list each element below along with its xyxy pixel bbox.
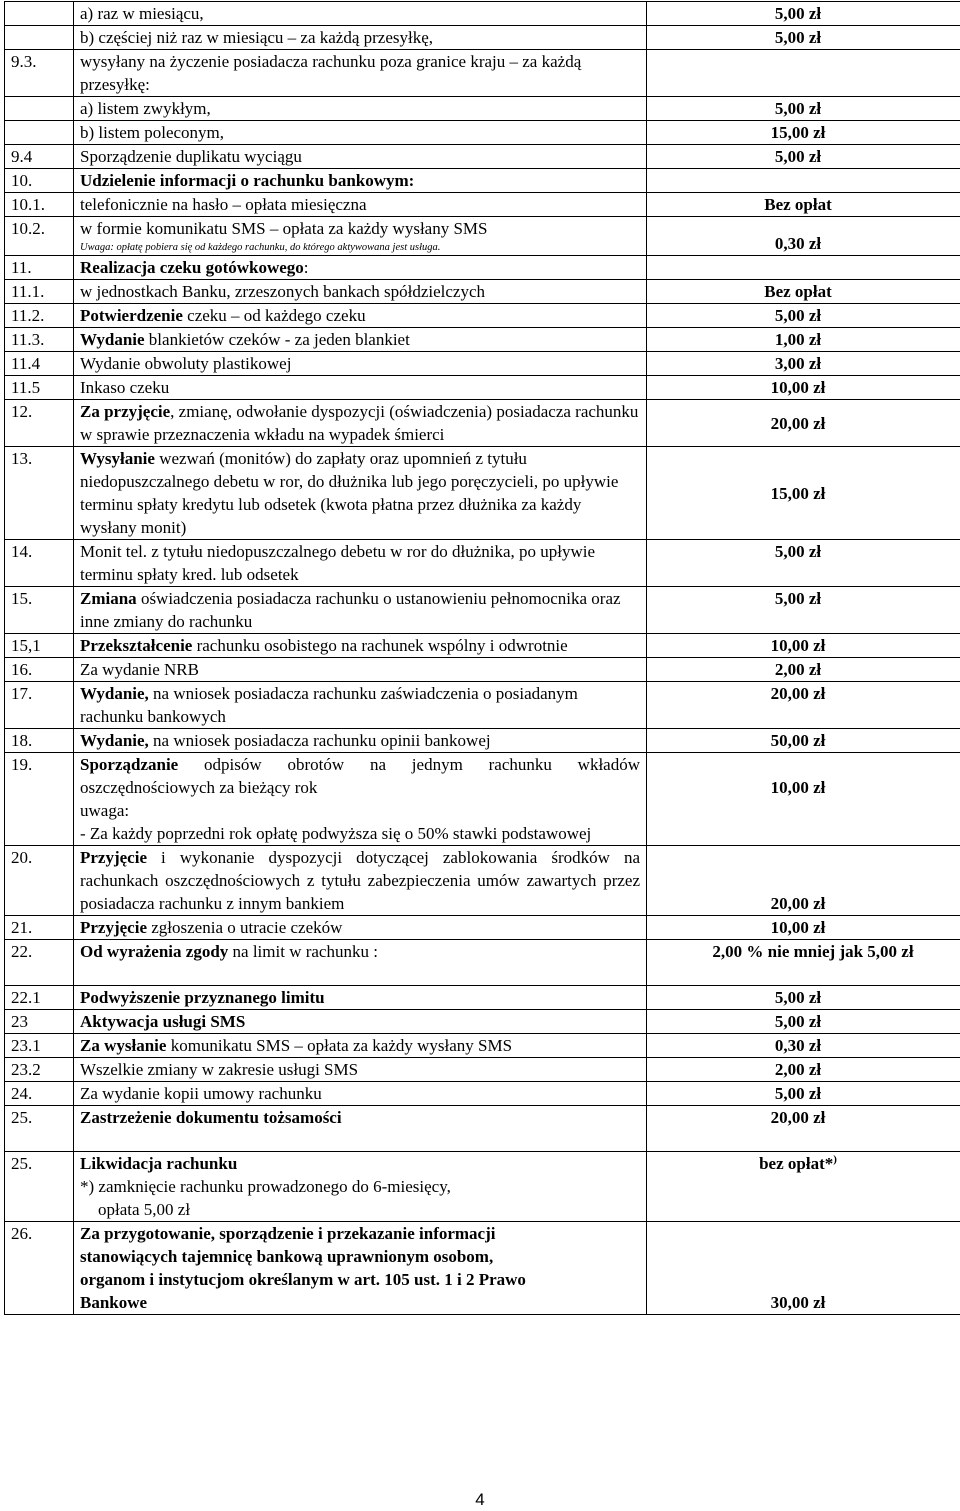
row-description [74, 634, 647, 658]
table-row [5, 1034, 960, 1058]
table-row [5, 145, 960, 169]
row-price: 30,00 zł [647, 1222, 960, 1315]
row-price: 20,00 zł [647, 846, 960, 916]
table-row [5, 587, 960, 634]
row-description-bold: Zastrzeżenie dokumentu tożsamości [80, 1108, 342, 1127]
table-row [5, 940, 960, 986]
row-number: 10.1. [5, 193, 74, 217]
row-description-text: komunikatu SMS – opłata za każdy wysłany SMS [166, 1036, 512, 1055]
page-number: 4 [0, 1488, 960, 1511]
table-row [5, 1082, 960, 1106]
row-price: 5,00 zł [647, 1082, 960, 1106]
table-row [5, 682, 960, 729]
row-number: 22.1 [5, 986, 74, 1010]
table-row [5, 986, 960, 1010]
table-row [5, 217, 960, 256]
row-number: 23 [5, 1010, 74, 1034]
row-price: 20,00 zł [647, 1106, 960, 1152]
row-price: 10,00 zł [647, 376, 960, 400]
row-number: 21. [5, 916, 74, 940]
row-price [647, 169, 960, 193]
row-number: 15. [5, 587, 74, 634]
row-description-bold: Wydanie, [80, 731, 149, 750]
row-description-bold: Od wyrażenia zgody [80, 942, 228, 961]
row-price: 5,00 zł [647, 97, 960, 121]
row-price: 2,00 zł [647, 658, 960, 682]
row-number: 20. [5, 846, 74, 916]
row-number [5, 121, 74, 145]
row-description [74, 1222, 647, 1315]
row-price: 0,30 zł [647, 217, 960, 256]
row-price: 5,00 zł [647, 145, 960, 169]
row-price [647, 256, 960, 280]
row-price [647, 1152, 960, 1222]
row-description-bold: Wydanie [80, 330, 145, 349]
row-description: Za wydanie kopii umowy rachunku [74, 1082, 647, 1106]
table-row [5, 1010, 960, 1034]
row-description-bold: Przekształcenie [80, 636, 192, 655]
table-row [5, 352, 960, 376]
row-description-text: odpisów obrotów na jednym rachunku wkładów oszczędnościowych za bieżący rok [80, 755, 640, 797]
row-number: 25. [5, 1106, 74, 1152]
row-description-text: i wykonanie dyspozycji dotyczącej zablokowania środków na rachunkach oszczędnościowych z tytułu zabezpieczenia umów zawartych przez posiadacza rachunku z innym bankiem [80, 848, 640, 913]
row-description-bold: Za przyjęcie [80, 402, 170, 421]
row-number: 11. [5, 256, 74, 280]
row-description-bold: Podwyższenie przyznanego limitu [80, 988, 325, 1007]
table-row [5, 193, 960, 217]
row-description [74, 447, 647, 540]
row-description [74, 304, 647, 328]
table-row [5, 729, 960, 753]
row-price: Bez opłat [647, 193, 960, 217]
row-number [5, 97, 74, 121]
table-row [5, 1106, 960, 1152]
table-row [5, 1222, 960, 1315]
row-description-text: rachunku osobistego na rachunek wspólny i odwrotnie [192, 636, 567, 655]
row-price: 1,00 zł [647, 328, 960, 352]
row-note-label: uwaga: [80, 801, 129, 820]
row-description-bold: Potwierdzenie [80, 306, 183, 325]
fee-table [4, 1, 960, 1315]
row-number: 23.1 [5, 1034, 74, 1058]
row-description [74, 328, 647, 352]
row-description-text: na wniosek posiadacza rachunku opinii bankowej [149, 731, 491, 750]
row-note: - Za każdy poprzedni rok opłatę podwyższa się o 50% stawki podstawowej [80, 824, 591, 843]
row-description-text: zgłoszenia o utracie czeków [147, 918, 342, 937]
row-number: 14. [5, 540, 74, 587]
row-description [74, 400, 647, 447]
table-row [5, 447, 960, 540]
row-description-text: , zmianę, odwołanie dyspozycji (oświadczenia) posiadacza rachunku w sprawie przeznaczenia wkładu na wypadek śmierci [80, 402, 638, 444]
row-number: 24. [5, 1082, 74, 1106]
row-description: a) listem zwykłym, [74, 97, 647, 121]
row-number: 11.5 [5, 376, 74, 400]
row-description: Za wydanie NRB [74, 658, 647, 682]
row-description-text: na limit w rachunku : [228, 942, 378, 961]
row-number: 26. [5, 1222, 74, 1315]
row-description-bold: Wysyłanie [80, 449, 155, 468]
row-description-text: w formie komunikatu SMS – opłata za każdy wysłany SMS [80, 219, 488, 238]
row-price-text: bez opłat* [759, 1154, 833, 1173]
row-price: 5,00 zł [647, 540, 960, 587]
table-row [5, 634, 960, 658]
row-description: Inkaso czeku [74, 376, 647, 400]
row-number: 11.1. [5, 280, 74, 304]
table-row [5, 1152, 960, 1222]
row-number: 12. [5, 400, 74, 447]
row-number: 13. [5, 447, 74, 540]
row-description: b) częściej niż raz w miesiącu – za każdą przesyłkę, [74, 26, 647, 50]
row-description-text: : [304, 258, 309, 277]
row-number: 23.2 [5, 1058, 74, 1082]
row-description [74, 986, 647, 1010]
row-description [74, 682, 647, 729]
row-description-bold: Za wysłanie [80, 1036, 166, 1055]
row-description [74, 729, 647, 753]
row-description: b) listem poleconym, [74, 121, 647, 145]
table-row [5, 121, 960, 145]
row-number: 11.3. [5, 328, 74, 352]
row-number: 9.4 [5, 145, 74, 169]
row-description: w jednostkach Banku, zrzeszonych bankach spółdzielczych [74, 280, 647, 304]
row-description-bold: Za przygotowanie, sporządzenie i przekazanie informacji stanowiących tajemnicę bankową uprawnionym osobom, organom i instytucjom określanym w art. 105 ust. 1 i 2 Prawo Bankowe [80, 1224, 526, 1312]
row-description [74, 1152, 647, 1222]
row-price: 10,00 zł [647, 916, 960, 940]
table-row [5, 50, 960, 97]
row-number: 9.3. [5, 50, 74, 97]
row-description-bold: Aktywacja usługi SMS [80, 1012, 245, 1031]
row-description: Sporządzenie duplikatu wyciągu [74, 145, 647, 169]
row-description-bold: Wydanie, [80, 684, 149, 703]
row-price: 15,00 zł [647, 447, 960, 540]
row-description [74, 940, 647, 986]
row-price: 50,00 zł [647, 729, 960, 753]
row-price: 5,00 zł [647, 304, 960, 328]
row-price: 5,00 zł [647, 986, 960, 1010]
row-description [74, 256, 647, 280]
row-description-text: oświadczenia posiadacza rachunku o ustanowieniu pełnomocnika oraz inne zmiany do rachunku [80, 589, 621, 631]
table-row [5, 280, 960, 304]
row-description [74, 1010, 647, 1034]
table-row [5, 658, 960, 682]
row-price: 5,00 zł [647, 2, 960, 26]
row-price: 15,00 zł [647, 121, 960, 145]
table-row [5, 304, 960, 328]
row-description-text: blankietów czeków - za jeden blankiet [145, 330, 410, 349]
row-description: Wydanie obwoluty plastikowej [74, 352, 647, 376]
row-number: 17. [5, 682, 74, 729]
table-row [5, 256, 960, 280]
row-description: Monit tel. z tytułu niedopuszczalnego debetu w ror do dłużnika, po upływie terminu spłaty kred. lub odsetek [74, 540, 647, 587]
row-price: 10,00 zł [647, 634, 960, 658]
table-row [5, 169, 960, 193]
row-number: 16. [5, 658, 74, 682]
table-row [5, 846, 960, 916]
table-row [5, 1058, 960, 1082]
row-price: 20,00 zł [647, 400, 960, 447]
row-description-bold: Likwidacja rachunku [80, 1154, 237, 1173]
row-description [74, 1034, 647, 1058]
row-description [74, 587, 647, 634]
row-price-footnote: ) [833, 1153, 837, 1165]
table-row [5, 540, 960, 587]
row-description-text: na wniosek posiadacza rachunku zaświadczenia o posiadanym rachunku bankowych [80, 684, 578, 726]
row-number: 18. [5, 729, 74, 753]
row-number: 10.2. [5, 217, 74, 256]
row-price: 5,00 zł [647, 587, 960, 634]
row-number: 11.2. [5, 304, 74, 328]
row-description: a) raz w miesiącu, [74, 2, 647, 26]
row-description: Wszelkie zmiany w zakresie usługi SMS [74, 1058, 647, 1082]
row-description [74, 217, 647, 256]
row-price: 2,00 % nie mniej jak 5,00 zł [647, 940, 960, 986]
table-row [5, 2, 960, 26]
row-description-bold: Sporządzanie [80, 755, 178, 774]
row-price: Bez opłat [647, 280, 960, 304]
row-number: 11.4 [5, 352, 74, 376]
row-price: 2,00 zł [647, 1058, 960, 1082]
row-price: 0,30 zł [647, 1034, 960, 1058]
row-description-text: *) zamknięcie rachunku prowadzonego do 6-miesięcy, [80, 1177, 451, 1196]
row-description: telefonicznie na hasło – opłata miesięczna [74, 193, 647, 217]
row-number: 22. [5, 940, 74, 986]
table-row [5, 753, 960, 846]
row-description [74, 846, 647, 916]
row-description [74, 1106, 647, 1152]
row-price: 3,00 zł [647, 352, 960, 376]
row-number: 25. [5, 1152, 74, 1222]
row-number: 15,1 [5, 634, 74, 658]
row-price: 5,00 zł [647, 26, 960, 50]
row-price: 10,00 zł [647, 753, 960, 846]
row-description-text: czeku – od każdego czeku [183, 306, 366, 325]
row-description: wysyłany na życzenie posiadacza rachunku poza granice kraju – za każdą przesyłkę: [74, 50, 647, 97]
table-row [5, 916, 960, 940]
table-row [5, 376, 960, 400]
row-description-bold: Przyjęcie [80, 848, 147, 867]
row-description: Udzielenie informacji o rachunku bankowym: [74, 169, 647, 193]
row-note: Uwaga: opłatę pobiera się od każdego rachunku, do którego aktywowana jest usługa. [80, 241, 640, 255]
row-description-bold: Zmiana [80, 589, 137, 608]
row-price: 5,00 zł [647, 1010, 960, 1034]
table-row [5, 26, 960, 50]
row-description [74, 753, 647, 846]
row-price [647, 50, 960, 97]
row-description-text-2: opłata 5,00 zł [80, 1200, 190, 1219]
table-row [5, 328, 960, 352]
row-number [5, 2, 74, 26]
row-description-bold: Realizacja czeku gotówkowego [80, 258, 304, 277]
row-number: 10. [5, 169, 74, 193]
row-description [74, 916, 647, 940]
row-number: 19. [5, 753, 74, 846]
row-number [5, 26, 74, 50]
table-row [5, 97, 960, 121]
row-description-bold: Przyjęcie [80, 918, 147, 937]
table-row [5, 400, 960, 447]
row-description-text: wezwań (monitów) do zapłaty oraz upomnień z tytułu niedopuszczalnego debetu w ror, do dłużnika lub jego poręczycieli, po upływie terminu spłaty kredytu lub odsetek (kwota płatna przez dłużnika za każdy wysłany monit) [80, 449, 618, 537]
row-price: 20,00 zł [647, 682, 960, 729]
